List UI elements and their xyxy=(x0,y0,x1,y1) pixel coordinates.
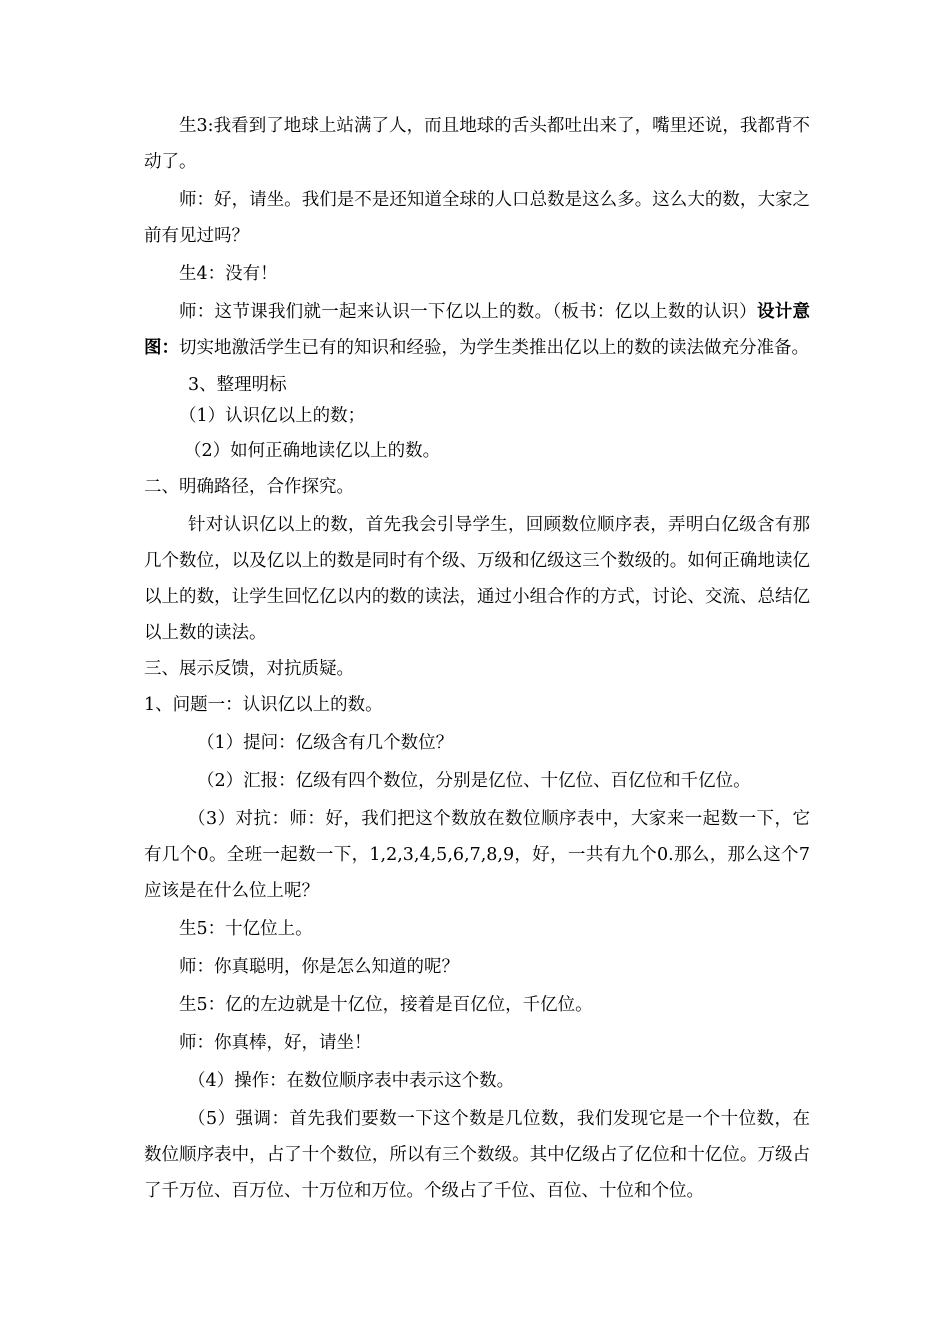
section-heading-2: 二、明确路径，合作探究。 xyxy=(144,477,354,497)
goal-item-2: （2）如何正确地读亿以上的数。 xyxy=(184,441,441,461)
paragraph-student5-answer: 生5：十亿位上。 xyxy=(179,919,313,939)
step-challenge: （3）对抗：师：好，我们把这个数放在数位顺序表中，大家来一起数一下，它有几个0。全班一起数一下，1,2,3,4,5,6,7,8,9，好，一共有九个0.那么，那么这个7应该是在什么位上呢？ xyxy=(144,809,810,901)
step-report: （2）汇报：亿级有四个数位，分别是亿位、十亿位、百亿位和千亿位。 xyxy=(197,771,751,791)
paragraph-method: 针对认识亿以上的数，首先我会引导学生，回顾数位顺序表，弄明白亿级含有那几个数位，以及亿以上的数是同时有个级、万级和亿级这三个数级的。如何正确地读亿以上的数，让学生回忆亿以内的数的读法，通过小组合作的方式，讨论、交流、总结亿以上数的读法。 xyxy=(144,515,810,643)
goal-item-1: （1）认识亿以上的数； xyxy=(179,406,366,426)
question-1-heading: 1、问题一：认识亿以上的数。 xyxy=(144,695,383,715)
paragraph-student3: 生3:我看到了地球上站满了人，而且地球的舌头都吐出来了，嘴里还说，我都背不动了。 xyxy=(144,116,810,172)
section-heading-3: 三、展示反馈，对抗质疑。 xyxy=(144,659,354,679)
step-operate: （4）操作：在数位顺序表中表示这个数。 xyxy=(188,1071,515,1091)
paragraph-teacher-population: 师：好，请坐。我们是不是还知道全球的人口总数是这么多。这么大的数，大家之前有见过吗？ xyxy=(144,190,810,246)
paragraph-student4: 生4：没有！ xyxy=(179,264,278,284)
paragraph-teacher-praise: 师：你真聪明，你是怎么知道的呢？ xyxy=(179,957,459,977)
step-emphasize: （5）强调：首先我们要数一下这个数是几位数，我们发现它是一个十位数，在数位顺序表中，占了十个数位，所以有三个数级。其中亿级占了亿位和十亿位。万级占了千万位、百万位、十万位和万位。个级占了千位、百位、十位和个位。 xyxy=(144,1109,810,1201)
paragraph-teacher-sit: 师：你真棒，好，请坐！ xyxy=(179,1033,372,1053)
teacher-intro-text: 师：这节课我们就一起来认识一下亿以上的数。（板书：亿以上数的认识） xyxy=(179,302,757,322)
design-intent-text: 切实地激活学生已有的知识和经验，为学生类推出亿以上的数的读法做充分准备。 xyxy=(179,338,809,358)
design-intent-label: 设计意图： xyxy=(144,302,811,358)
step-ask: （1）提问：亿级含有几个数位？ xyxy=(197,733,454,753)
paragraph-teacher-intro xyxy=(144,294,810,366)
section-clarify-goals: 3、整理明标 xyxy=(188,375,287,395)
document-page xyxy=(144,108,810,1209)
paragraph-student5-explain: 生5：亿的左边就是十亿位，接着是百亿位，千亿位。 xyxy=(179,995,593,1015)
